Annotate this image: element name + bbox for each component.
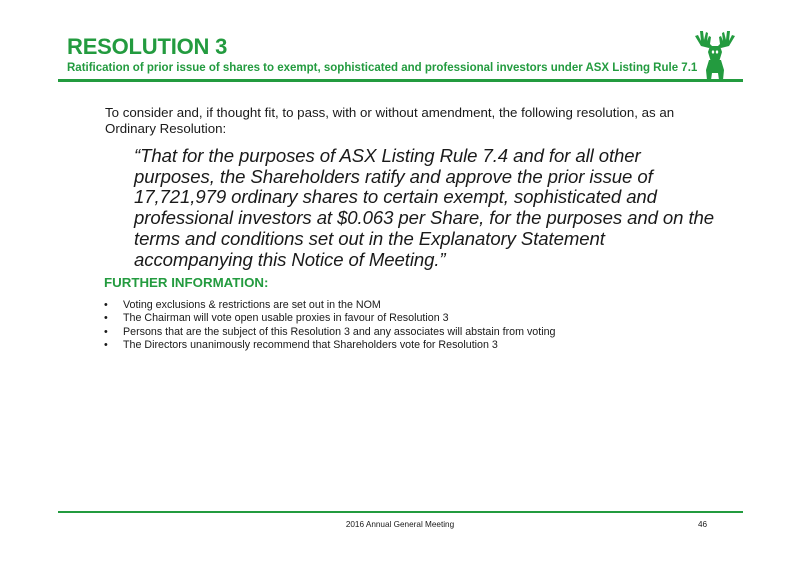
bullet-icon: • bbox=[104, 325, 108, 338]
page-title: RESOLUTION 3 bbox=[67, 34, 228, 59]
list-item bbox=[104, 299, 555, 312]
list-item-text: Persons that are the subject of this Resolution 3 and any associates will abstain from voting bbox=[123, 325, 556, 338]
list-item-text: The Directors unanimously recommend that Shareholders vote for Resolution 3 bbox=[123, 338, 498, 351]
resolution-intro: To consider and, if thought fit, to pass, with or without amendment, the following resolution, as an Ordinary Resolution: bbox=[105, 105, 675, 136]
further-information-heading: FURTHER INFORMATION: bbox=[104, 275, 269, 290]
footer-label: 2016 Annual General Meeting bbox=[345, 520, 455, 529]
bullet-icon: • bbox=[104, 338, 108, 351]
list-item bbox=[104, 339, 555, 352]
page-number: 46 bbox=[698, 520, 708, 529]
list-item-text: The Chairman will vote open usable proxies in favour of Resolution 3 bbox=[123, 312, 449, 325]
bullet-icon: • bbox=[104, 312, 108, 325]
resolution-text: “That for the purposes of ASX Listing Rule 7.4 and for all other purposes, the Shareholders ratify and approve the prior issue of 17,721,979 ordinary shares to certain exempt, sophisticated and professional investors at $0.063 per Share, for the purposes and on the terms and conditions set out in the Explanatory Statement accompanying this Notice of Meeting.” bbox=[134, 145, 715, 270]
header-divider bbox=[58, 79, 743, 82]
list-item bbox=[104, 312, 555, 325]
bullet-icon: • bbox=[104, 299, 108, 311]
list-item-text: Voting exclusions & restrictions are set out in the NOM bbox=[123, 299, 381, 311]
page-subtitle: Ratification of prior issue of shares to exempt, sophisticated and professional investors under ASX Listing Rule 7.1 bbox=[67, 62, 698, 74]
list-item bbox=[104, 326, 555, 339]
footer-divider bbox=[58, 511, 743, 513]
moose-logo-icon bbox=[687, 26, 743, 82]
further-information-list bbox=[104, 299, 555, 352]
